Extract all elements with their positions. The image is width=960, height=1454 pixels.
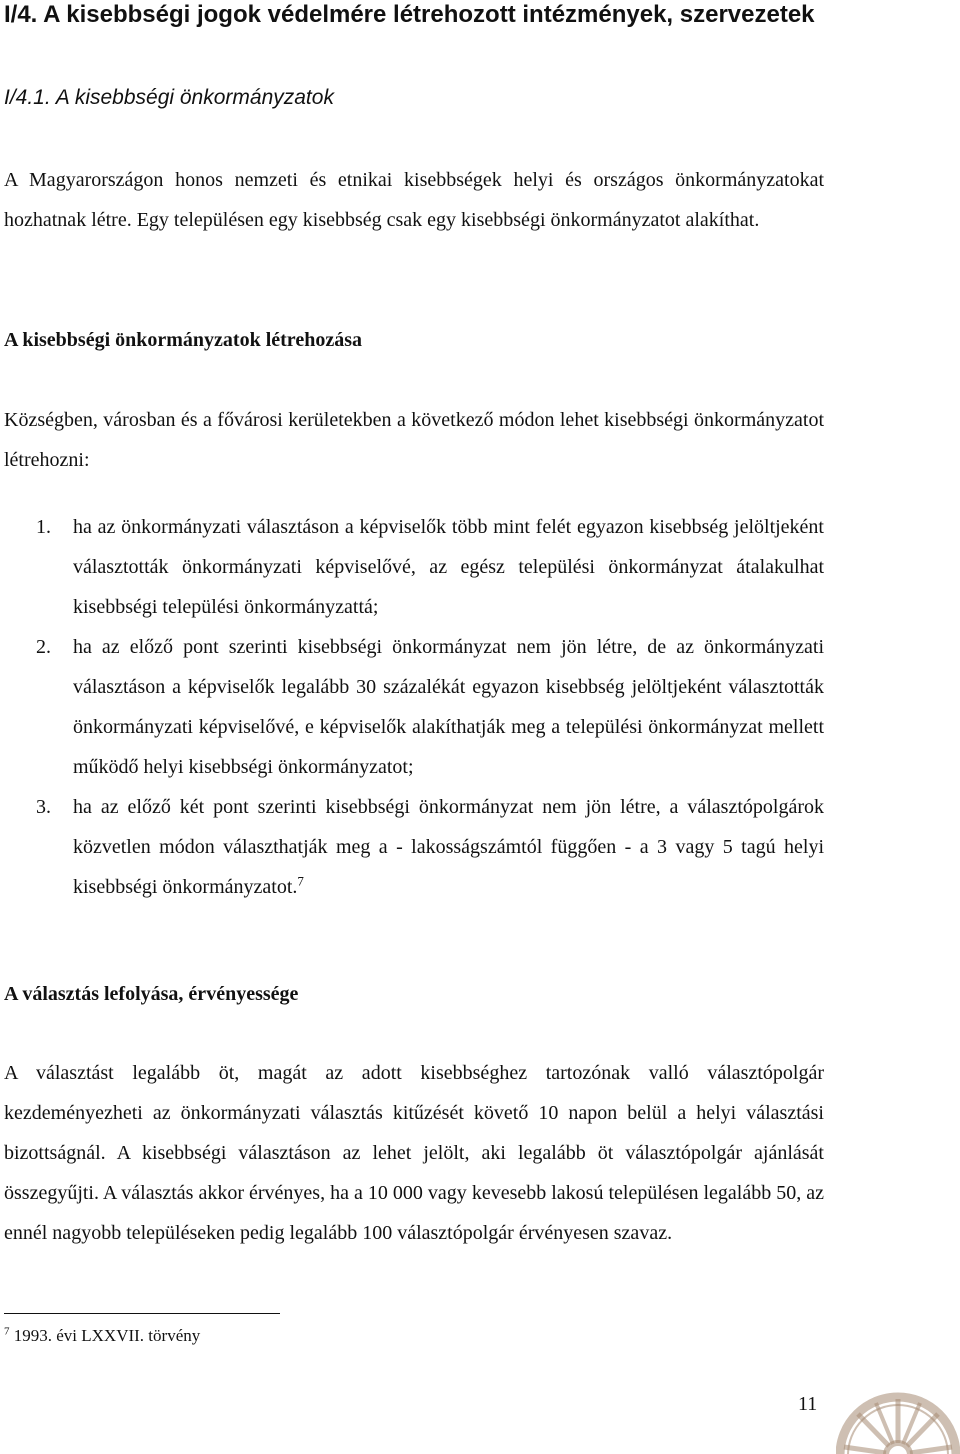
footnote (4, 1324, 200, 1348)
list-item-text: ha az előző két pont szerinti kisebbségi önkormányzat nem jön létre, a választópolgárok közvetlen módon választhatják meg a - lakosságszámtól függően - a 3 vagy 5 tagú helyi kisebbségi önkormányzatot. (73, 796, 824, 898)
intro-paragraph: A Magyarországon honos nemzeti és etnikai kisebbségek helyi és országos önkormányzatokat hozhatnak létre. Egy településen egy kisebbség csak egy kisebbségi önkormányzatot alakíthat. (4, 169, 824, 231)
list-item-number: 3. (36, 796, 51, 818)
section-lead-paragraph: Községben, városban és a fővárosi kerületekben a következő módon lehet kisebbségi önkormányzatot létrehozni: (4, 409, 824, 471)
election-paragraph: A választást legalább öt, magát az adott kisebbséghez tartozónak valló választópolgár kezdeményezheti az önkormányzati választás kitűzését követő 10 napon belül a helyi választási bizottságnál. A kisebbségi választáson az lehet jelölt, aki legalább öt választópolgár ajánlását összegyűjti. A választás akkor érvényes, ha a 10 000 vagy kevesebb lakosú településen legalább 50, az ennél nagyobb településeken pedig legalább 100 választópolgár érvényesen szavaz. (4, 1062, 824, 1244)
creation-methods-list (4, 507, 824, 907)
main-heading: I/4. A kisebbségi jogok védelmére létrehozott intézmények, szervezetek (4, 1, 815, 28)
page-number: 11 (798, 1393, 818, 1415)
footnote-number: 7 (4, 1325, 10, 1338)
list-item-number: 2. (36, 636, 51, 658)
list-item (4, 507, 824, 627)
list-item-number: 1. (36, 516, 51, 538)
list-item (4, 627, 824, 787)
footnote-reference[interactable]: 7 (297, 873, 304, 889)
section-heading-creation: A kisebbségi önkormányzatok létrehozása (4, 329, 362, 351)
list-item-text: ha az előző pont szerinti kisebbségi önkormányzat nem jön létre, de az önkormányzati választáson a képviselők legalább 30 százalékát egyazon kisebbség jelöltjeként választották önkormányzati képviselővé, e képviselők alakíthatják meg a települési önkormányzat mellett működő helyi kisebbségi önkormányzatot; (73, 636, 824, 778)
footnote-text: 1993. évi LXXVII. törvény (13, 1326, 201, 1345)
wagon-wheel-icon (836, 1385, 960, 1454)
footnote-divider (4, 1313, 280, 1314)
section-heading-election: A választás lefolyása, érvényessége (4, 983, 299, 1005)
sub-heading: I/4.1. A kisebbségi önkormányzatok (4, 86, 334, 109)
list-item-text: ha az önkormányzati választáson a képviselők több mint felét egyazon kisebbség jelöltjeként választották önkormányzati képviselővé, az egész települési önkormányzat átalakulhat kisebbségi települési önkormányzattá; (73, 516, 824, 618)
list-item (4, 787, 824, 907)
